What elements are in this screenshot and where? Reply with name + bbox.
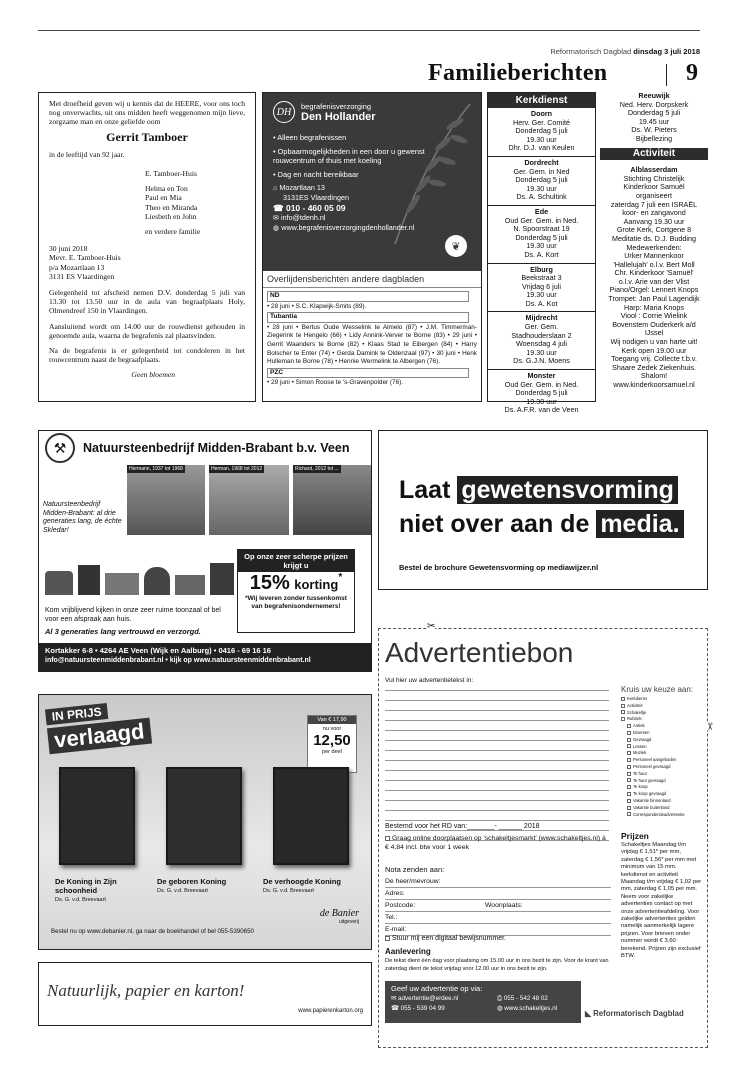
- stonemason-logo-icon: ⚒: [45, 433, 75, 463]
- price-badge: IN PRIJS verlaagd: [45, 698, 152, 754]
- web-icon: ◍: [497, 1005, 503, 1012]
- papier-web: www.papierenkarton.org: [298, 1008, 363, 1014]
- adbon-fields: [385, 876, 611, 936]
- adbon-text-lines[interactable]: [385, 681, 609, 841]
- photo-generation-2: Herman, 1968 tot 2012: [209, 465, 289, 535]
- choice-checkbox[interactable]: [627, 772, 631, 776]
- natuursteen-generations: Al 3 generaties lang vertrouwd en verzorgd.: [45, 627, 201, 636]
- obituary-p3: Na de begrafenis is er gelegenheid tot condoleren in het rouwcentrum naast de begraafplaats.: [49, 346, 245, 365]
- obituary-address: 30 juni 2018 Mevr. E. Tamboer-Huis p/a Mozartlaan 13 3131 ES Vlaardingen: [49, 244, 121, 281]
- overlijdens-title: Overlijdensberichten andere dagbladen: [263, 271, 481, 288]
- choice-option[interactable]: Vakantie buitenland: [621, 805, 707, 812]
- kerkdienst-entry: Elburg Beekstraat 3 Vrijdag 6 juli 19.30 uur Ds. A. Kot: [488, 264, 595, 313]
- funeral-ad-dark-panel: [263, 93, 481, 271]
- obituary: [38, 92, 256, 402]
- photo-generation-3: Richard, 2012 tot ...: [293, 465, 371, 535]
- choice-checkbox[interactable]: [627, 765, 631, 769]
- activiteit-place: Alblasserdam: [630, 165, 678, 175]
- choice-option[interactable]: Personeel aangeboden: [621, 757, 707, 764]
- choice-checkbox[interactable]: [627, 724, 631, 728]
- field-name[interactable]: De heer/mevrouw:: [385, 876, 611, 888]
- adbon-text-label: Vul hier uw advertentietekst in:: [385, 677, 474, 684]
- funeral-contact: ⌂ Mozartlaan 13 3131ES Vlaardingen ☎ 010 - 460 05 09 ✉ info@tdenh.nl ◍ www.begrafenisverzorgingdenhollander.nl: [273, 183, 415, 232]
- book-order: Bestel nu op www.debanier.nl, ga naar de boekhandel of bel 055-5390650: [51, 928, 254, 935]
- emblem-icon: ❦: [445, 235, 467, 257]
- top-rule: [38, 30, 700, 31]
- kerkdienst-column: [487, 92, 596, 415]
- book-titles: De Koning in Zijn schoonheid Ds. G. v.d. Breevaart De geboren Koning Ds. G. v.d. Breevaart De verhoogde Koning Ds. G. v.d. Breevaart: [55, 877, 341, 903]
- headstones-image: [45, 559, 245, 595]
- choice-option[interactable]: Personeel gevraagd: [621, 764, 707, 771]
- choice-option[interactable]: Te huur gevraagd: [621, 778, 707, 785]
- price-tag: Van € 17,90 nu voor 12,50 per deel: [307, 715, 357, 773]
- dh-logo-icon: DH: [273, 101, 295, 123]
- adbon-bestemd: Bestemd voor het RD van:_______- ______ 2018: [385, 823, 540, 830]
- rd-logo-icon: ◣: [585, 1009, 591, 1018]
- media-cta: Bestel de brochure Gewetensvorming op mediawijzer.nl: [399, 563, 599, 572]
- scissors-icon-right: ✂: [703, 722, 715, 731]
- funeral-ad: [262, 92, 482, 402]
- globe-icon: ◍: [273, 223, 280, 232]
- funeral-subtitle: begrafenisverzorging: [301, 101, 372, 111]
- choice-option[interactable]: Te huur: [621, 771, 707, 778]
- email-icon: ✉: [391, 995, 397, 1002]
- choice-checkbox[interactable]: [627, 806, 631, 810]
- book-covers: [59, 767, 349, 865]
- choice-checkbox[interactable]: [627, 792, 631, 796]
- choice-option[interactable]: Activiteit: [621, 703, 707, 710]
- section-title: Familieberichten: [428, 60, 608, 86]
- mail-icon: ✉: [273, 213, 280, 222]
- paper-dateline: Reformatorisch Dagblad dinsdag 3 juli 2018: [550, 47, 700, 56]
- online-checkbox[interactable]: [385, 836, 390, 841]
- field-address[interactable]: Adres:: [385, 888, 611, 900]
- page-number: 9: [686, 60, 698, 86]
- field-tel[interactable]: Tel.:: [385, 912, 611, 924]
- choice-checkbox[interactable]: [627, 778, 631, 782]
- natuursteen-visit: Kom vrijblijvend kijken in onze zeer ruime toonzaal of bel voor een afspraak aan huis.: [45, 607, 221, 623]
- field-postcode[interactable]: Postcode: Woonplaats:: [385, 900, 611, 912]
- choice-option[interactable]: Correspondentieadvertentie: [621, 812, 707, 819]
- choice-checkbox[interactable]: [627, 799, 631, 803]
- reeuwijk-place: Reeuwijk: [638, 91, 670, 100]
- media-ad: Laat gewetensvorming niet over aan de media. Bestel de brochure Gewetensvorming op mediawijzer.nl: [378, 430, 708, 590]
- obituary-p1: Gelegenheid tot afscheid nemen D.V. donderdag 5 juli van 13.30 tot 13.50 uur in de aula van begraafplaats Holy, Olmendreef 150 in Vlaardingen.: [49, 288, 245, 316]
- scissors-icon: ✂: [427, 621, 436, 632]
- obituary-age: in de leeftijd van 92 jaar.: [49, 149, 125, 159]
- book-cover-3: [273, 767, 349, 865]
- obituary-name: Gerrit Tamboer: [106, 129, 188, 144]
- book-cover-1: [59, 767, 135, 865]
- choice-option[interactable]: Antiek: [621, 723, 707, 730]
- adbon-choices: Kruis uw keuze aan: Kerkdienst Activiteit Schakeltje Rubriek: Antiek Diversen Gevraagd Lessen Muziek Personeel aangeboden Personeel gevraagd Te huur Te huur gevraagd Te koop Te koop gevraagd Vakantie binnenland Vakantie buitenland Correspondentieadvertentie: [621, 685, 707, 818]
- adbon-title: Advertentiebon: [385, 637, 574, 668]
- kerkdienst-entry: Monster Oud Ger. Gem. in Ned. Donderdag 5 juli 19.30 uur Ds. A.F.R. van de Veen: [504, 371, 579, 415]
- choice-option[interactable]: Vakantie binnenland: [621, 798, 707, 805]
- rd-brand: ◣ Reformatorisch Dagblad: [585, 1009, 684, 1018]
- home-icon: ⌂: [273, 183, 278, 192]
- phone-icon: ☎: [391, 1005, 399, 1012]
- choice-checkbox[interactable]: [621, 710, 625, 714]
- photo-generation-1: Hermann, 1937 tot 1968: [127, 465, 205, 535]
- kerkdienst-entry: Mijdrecht Ger. Gem. Stadhouderslaan 2 Woensdag 4 juli 19.30 uur Ds. G.J.N. Moens: [488, 312, 595, 370]
- adbon-online[interactable]: Graag online doorplaatsen op 'schakeltjesmarkt' (www.schakeltjes.nl) à € 4,84 incl. btw voor 1 week: [385, 835, 606, 851]
- choice-checkbox[interactable]: [621, 704, 625, 708]
- choice-checkbox[interactable]: [627, 738, 631, 742]
- papier-slogan: Natuurlijk, papier en karton!: [47, 981, 245, 1000]
- prijzen-text: Schakeltjes Maandag t/m vrijdag € 1,51* per mm, zaterdag € 1,56* per mm met minimum van 15 mm. kerkdienst en activiteit Maandag t/m vrijdag € 1,02 per mm, zaterdag € 1,05 per mm. Neem voor zakelijke advertenties contact op met onze advertentieafdeling. Voor zakelijke advertenties gelden namelijk aanmerkelijk lagere prijzen. Voor brieven onder nummer wordt € 3,60 berekend. Prijzen zijn exclusief BTW.: [621, 842, 702, 960]
- choice-option[interactable]: Lessen: [621, 744, 707, 751]
- book-ad: [38, 694, 372, 950]
- adbon-nota: Nota zenden aan:: [385, 865, 445, 874]
- choice-checkbox[interactable]: [621, 697, 625, 701]
- natuursteen-ad: [38, 430, 372, 672]
- choice-checkbox[interactable]: [627, 812, 631, 816]
- phone-icon: ☎: [273, 203, 284, 213]
- choice-option[interactable]: Gevraagd: [621, 737, 707, 744]
- aanlevering-title: Aanlevering: [385, 947, 431, 956]
- obituary-closing: Geen bloemen: [131, 370, 175, 380]
- obituary-family: E. Tamboer-Huis Helma en Ton Paul en Mia Theo en Miranda Liesbeth en John en verdere familie: [145, 169, 201, 237]
- choice-option[interactable]: Diversen: [621, 730, 707, 737]
- book-cover-2: [166, 767, 242, 865]
- natuursteen-footer: Kortakker 6-8 • 4264 AE Veen (Wijk en Aalburg) • 0416 - 69 16 16 info@natuursteenmiddenbrabant.nl • kijk op www.natuursteenmiddenbrabant.nl: [39, 643, 371, 671]
- choice-option[interactable]: Schakeltje: [621, 710, 707, 717]
- funeral-bullets: • Alleen begrafenissen • Opbaarmogelijkheden in een door u gewenst rouwcentrum of thuis met koeling • Dag en nacht bereikbaar: [273, 133, 425, 179]
- kerkdienst-title: Kerkdienst: [488, 93, 595, 108]
- activiteit-lines: Stichting Christelijk Kinderkoor Samuël organiseert zaterdag 7 juli een ISRAËL koor- en zangavond Aanvang 19.30 uur Grote Kerk, Cortgene 8 Meditatie ds. D.J. Budding Medewerkenden: Urker Mannenkoor 'Hallelujah' o.l.v. Bert Moll Chr. Kinderkoor 'Samuël' o.l.v. Arie van der Vlist Piano/Orgel: Lennert Knops Trompet: Jan Paul Lagendijk Harp: Maria Knops Viool : Corrie Wielink Bovenstem Ouderkerk a/d IJssel Wij nodigen u van harte uit! Kerk open 19.00 uur Toegang vrij. Collecte t.b.v. Shaare Zedek Ziekenhuis. Shalom! www.kinderkoorsamuel.nl: [608, 173, 700, 389]
- banier-logo: de Banier uitgeverij: [319, 908, 359, 925]
- right-column: [600, 92, 708, 402]
- kerkdienst-entry: Ede Oud Ger. Gem. in Ned. N. Spoorstraat 19 Donderdag 5 juli 19.30 uur Ds. A. Kort: [488, 206, 595, 264]
- kerkdienst-entry: Doorn Herv. Ger. Comité Donderdag 5 juli 19.30 uur Dhr. D.J. van Keulen: [488, 108, 595, 157]
- reeuwijk-lines: Ned. Herv. Dorpskerk Donderdag 5 juli 19.45 uur Ds. W. Pieters Bijbellezing: [619, 99, 689, 143]
- choice-checkbox[interactable]: [627, 758, 631, 762]
- choice-option[interactable]: Rubriek:: [621, 716, 707, 723]
- adbon-contact-box: Geef uw advertentie op via: ✉ advertentie@erdee.nl ⎙ 055 - 542 48 02 ☎ 055 - 539 04 99 ◍ www.schakeltjes.nl: [385, 981, 581, 1023]
- natuursteen-tagline: Natuursteenbedrijf Midden-Brabant: al drie generaties lang, de échte Skledar!: [43, 501, 122, 534]
- obituary-p2: Aansluitend wordt om 14.00 uur de rouwdienst gehouden in genoemde aula, waarna de begrafenis zal plaatsvinden.: [49, 321, 245, 340]
- natuursteen-company: Natuursteenbedrijf Midden-Brabant b.v. Veen: [83, 441, 350, 455]
- choice-option[interactable]: Te koop: [621, 784, 707, 791]
- aanlevering-text: De tekst dient één dag voor plaatsing om 15.00 uur in ons bezit te zijn. Voor de krant van zaterdag dient de tekst vrijdag voor 12.00 uur in ons bezit te zijn.: [385, 958, 609, 972]
- choice-checkbox[interactable]: [627, 751, 631, 755]
- adbon-stuur[interactable]: Stuur mij een digitaal bewijsnummer.: [385, 935, 506, 942]
- kerkdienst-list: [488, 108, 595, 418]
- obituary-intro: Met droefheid geven wij u kennis dat de HEERE, voor ons toch nog onverwachts, uit ons midden heeft weggenomen mijn lieve, zorgzame man en onze geliefde oom: [49, 99, 245, 127]
- title-divider: [666, 64, 667, 86]
- choice-checkbox[interactable]: [621, 717, 625, 721]
- advertentiebon: [378, 621, 715, 1048]
- fax-icon: ⎙: [497, 995, 503, 1002]
- discount-box: Op onze zeer scherpe prijzen krijgt u 15% korting* *Wij leveren zonder tussenkomst van begrafenisondernemers!: [237, 549, 355, 633]
- overlijdens-body: ND • 28 juni • S.C. Klapwijk-Smits (89). Tubantia • 28 juni • Bertus Oude Wesselink te Almelo (87) • J.M. Timmerman-Ziegerink te Hengelo (66) • Lidy Annink-Verver te Borne (83) • 29 juni • Gerrit Waanders te Borne (82) • Klaas Stad te Eibergen (84) • Harry Bolscher te Enter (74) • Gerda Damink te Oldenzaal (97) • 30 juni • Henk Hulleman te Borne (78) • Hennie Wermelink te Albergen (76). PZC • 29 juni • Simon Roose te 's-Gravenpolder (76).: [267, 292, 477, 387]
- funeral-company: Den Hollander: [301, 110, 376, 123]
- field-email[interactable]: E-mail:: [385, 924, 611, 936]
- kerkdienst-entry: Dordrecht Ger. Gem. in Ned Donderdag 5 juli 19.30 uur Ds. A. Schultink: [488, 157, 595, 206]
- choice-option[interactable]: Kerkdienst: [621, 696, 707, 703]
- choice-checkbox[interactable]: [627, 731, 631, 735]
- stuur-checkbox[interactable]: [385, 936, 390, 941]
- activiteit-title: Activiteit: [600, 148, 708, 161]
- choice-checkbox[interactable]: [627, 785, 631, 789]
- choice-option[interactable]: Te koop gevraagd: [621, 791, 707, 798]
- papier-ad: [38, 962, 372, 1026]
- prijzen-title: Prijzen: [621, 831, 649, 841]
- choice-checkbox[interactable]: [627, 744, 631, 748]
- choice-option[interactable]: Muziek: [621, 750, 707, 757]
